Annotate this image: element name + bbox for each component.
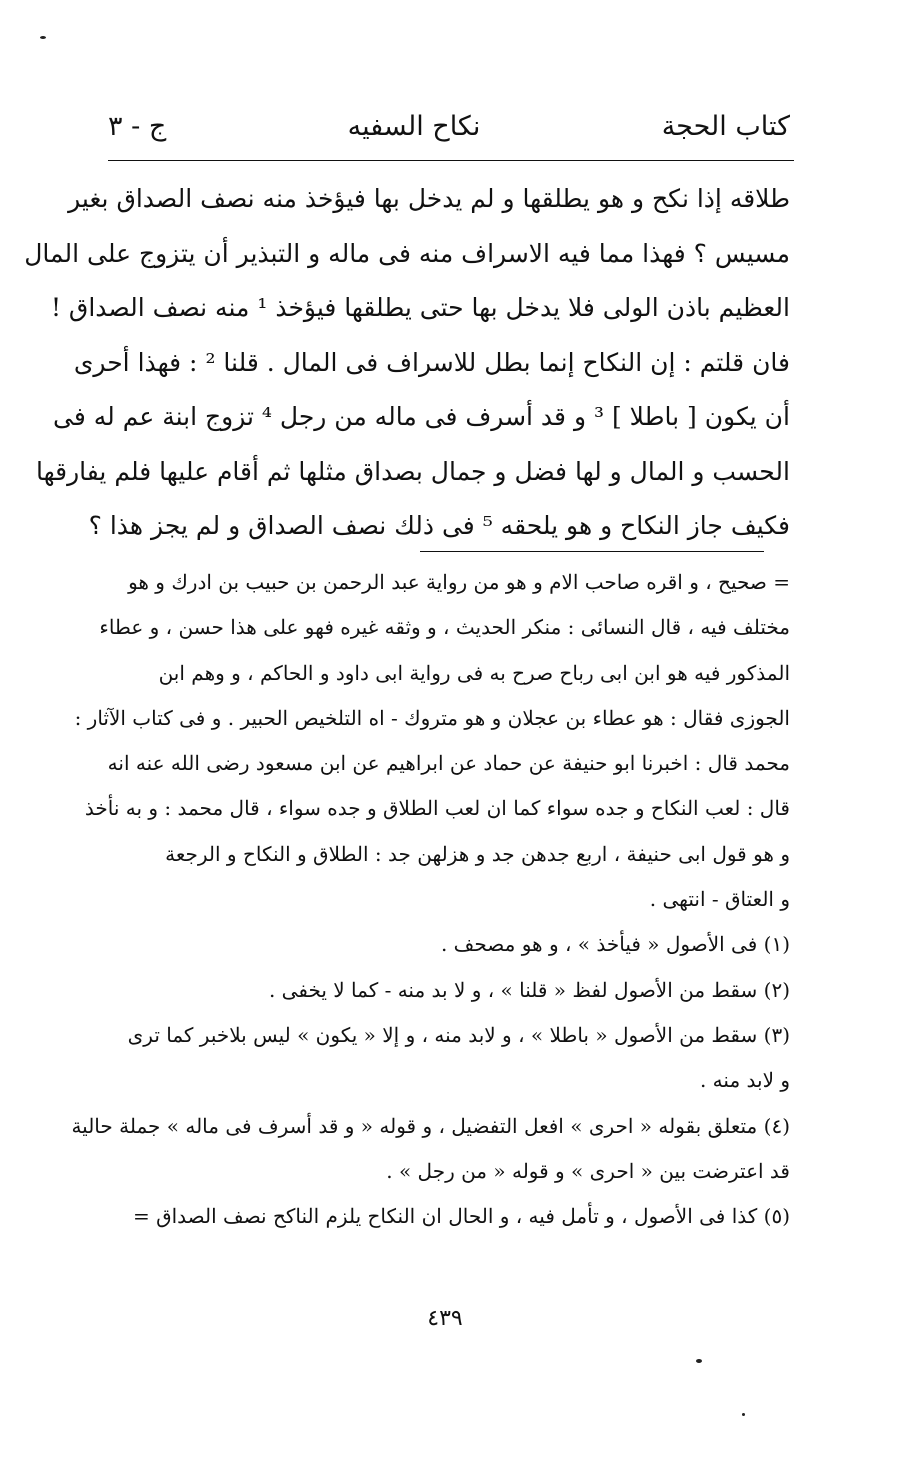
main-text-line: فكيف جاز النكاح و هو يلحقه ⁵ فى ذلك نصف الصداق و لم يجز هذا ؟ (88, 511, 790, 540)
footnote-line: (٤) متعلق بقوله « احرى » افعل التفضيل ، و قوله « و قد أسرف فى ماله » جملة حالية (71, 1113, 790, 1138)
commentary-line: و هو قول ابى حنيفة ، اربع جدهن جد و هزلهن جد : الطلاق و النكاح و الرجعة (165, 841, 790, 866)
main-text-line: طلاقه إذا نكح و هو يطلقها و لم يدخل بها فيؤخذ منه نصف الصداق بغير (68, 184, 790, 213)
footnote-line: (١) فى الأصول « فيأخذ » ، و هو مصحف . (440, 932, 790, 957)
notes-section (71, 560, 790, 1239)
page-number: ٤٣٩ (427, 1306, 463, 1331)
footnote-5 (108, 1194, 790, 1239)
footnote-3 (108, 1013, 790, 1104)
footnote-line: (٣) سقط من الأصول « باطلا » ، و لابد منه ، و إلا « يكون » ليس بلاخبر كما ترى (127, 1022, 790, 1047)
main-text (24, 172, 790, 554)
header-rule (108, 160, 794, 161)
running-header (108, 100, 790, 152)
footnote-line: (٥) كذا فى الأصول ، و تأمل فيه ، و الحال ان النكاح يلزم الناكح نصف الصداق = (132, 1204, 790, 1229)
footnote-line: (٢) سقط من الأصول لفظ « قلنا » ، و لا بد منه - كما لا يخفى . (268, 977, 790, 1002)
main-text-line: أن يكون [ باطلا ] ³ و قد أسرف فى ماله من رجل ⁴ تزوج ابنة عم له فى (53, 402, 790, 431)
scan-speck (40, 36, 46, 39)
volume-label: ج - ٣ (108, 110, 167, 142)
commentary-line: الجوزى فقال : هو عطاء بن عجلان و هو متروك - اه التلخيص الحبير . و فى كتاب الآثار : (74, 705, 790, 730)
commentary-line: = صحيح ، و اقره صاحب الام و هو من رواية عبد الرحمن بن حبيب بن ادرك و هو (128, 570, 790, 594)
main-text-line: فان قلتم : إن النكاح إنما بطل للاسراف فى المال . قلنا ² : فهذا أحرى (73, 347, 790, 377)
commentary-line: قال : لعب النكاح و جده سواء كما ان لعب الطلاق و جده سواء ، قال محمد : و به نأخذ (84, 796, 790, 821)
footnote-2 (108, 968, 790, 1013)
commentary-line: و العتاق - انتهى . (649, 887, 790, 912)
scan-speck (696, 1359, 702, 1363)
footnote-4 (71, 1104, 790, 1195)
commentary-line: مختلف فيه ، قال النسائى : منكر الحديث ، و وثقه غيره فهو على هذا حسن ، و عطاء (99, 615, 790, 640)
main-text-line: مسيس ؟ فهذا مما فيه الاسراف منه فى ماله و التبذير أن يتزوج على المال (24, 238, 790, 268)
footnote-separator (420, 551, 764, 552)
main-text-line: الحسب و المال و لها فضل و جمال بصداق مثلها ثم أقام عليها فلم يفارقها (35, 456, 790, 486)
chapter-title: نكاح السفيه (347, 110, 481, 142)
commentary-line: محمد قال : اخبرنا ابو حنيفة عن حماد عن ابراهيم عن ابن مسعود رضى الله عنه انه (107, 751, 790, 776)
book-title: كتاب الحجة (661, 110, 790, 142)
footnote-line: قد اعترضت بين « احرى » و قوله « من رجل » . (386, 1158, 790, 1183)
footnote-line: و لابد منه . (699, 1068, 790, 1093)
main-text-line: العظيم باذن الولى فلا يدخل بها حتى يطلقها فيؤخذ ¹ منه نصف الصداق ! (50, 293, 790, 322)
footnote-1 (108, 922, 790, 967)
scan-speck (742, 1413, 745, 1416)
commentary-line: المذكور فيه هو ابن ابى رباح صرح به فى رواية ابى داود و الحاكم ، و وهم ابن (158, 660, 790, 685)
